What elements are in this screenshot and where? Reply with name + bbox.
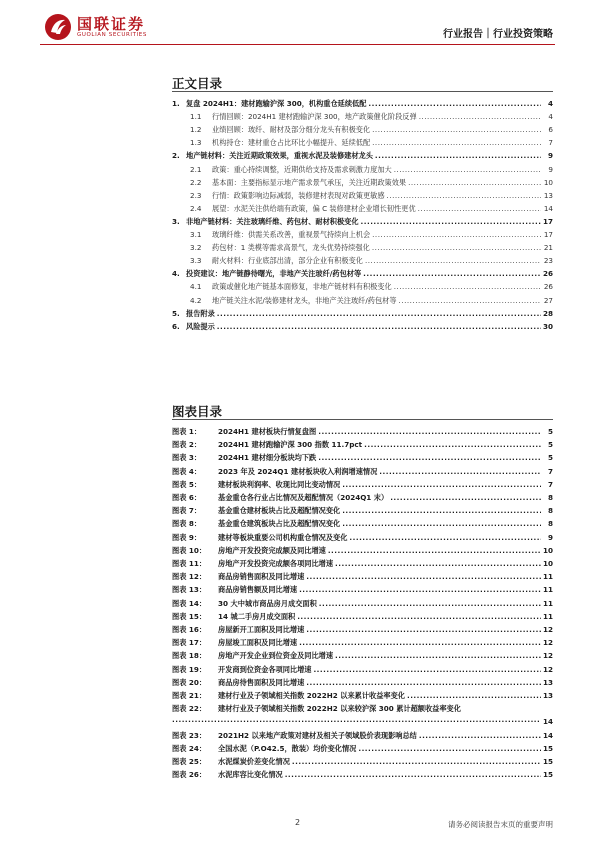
entry-title: 政策：重心持续调整，近期供给支持及需求刺激力度加大	[212, 164, 392, 174]
figure-entry[interactable]	[172, 623, 553, 636]
figure-entry[interactable]	[172, 517, 553, 530]
dot-leader	[328, 544, 541, 557]
dot-leader	[306, 570, 541, 583]
entry-title: 报告附录	[186, 308, 215, 318]
dot-leader	[368, 97, 541, 110]
dot-leader	[297, 610, 541, 623]
dot-leader	[306, 676, 541, 689]
entry-page-number: 11	[542, 611, 553, 621]
entry-number: 1.1	[190, 112, 202, 122]
brand-name-cn: 国联证券	[77, 14, 146, 33]
entry-title: 水泥库容比变化情况	[218, 770, 283, 780]
entry-title: 商品房销售额及同比增速	[218, 585, 298, 595]
entry-title: 玻璃纤维：供需关系改善，重视景气持续向上机会	[212, 230, 371, 239]
toc-subsection-entry[interactable]	[172, 202, 553, 215]
entry-title: 水泥煤炭价差变化情况	[218, 757, 290, 766]
entry-number: 2.	[172, 151, 180, 161]
entry-number: 图表 6：	[172, 493, 202, 502]
entry-page-number: 4	[547, 99, 553, 108]
toc-subsection-entry[interactable]	[172, 189, 553, 202]
figure-entry[interactable]	[172, 768, 553, 781]
entry-number: 4.	[172, 269, 180, 279]
entry-title: 基金重仓建材板块占比及超配情况变化	[218, 506, 341, 516]
entry-title: 房屋竣工面积及同比增速	[218, 638, 298, 648]
toc-section-entry[interactable]	[172, 307, 553, 320]
figure-entry-continuation	[172, 715, 553, 727]
entry-title: 2021H2 以来地产政策对建材及相关子领域股价表现影响总结	[218, 730, 417, 740]
entry-number: 4.2	[190, 295, 202, 305]
entry-number: 2.2	[190, 177, 202, 187]
dot-leader	[342, 504, 541, 517]
entry-number: 图表 23：	[172, 730, 207, 740]
figure-entry[interactable]	[172, 583, 553, 596]
entry-title: 全国水泥（P.O42.5，散装）均价变化情况	[218, 743, 357, 753]
entry-number: 2.4	[190, 203, 202, 213]
dot-leader	[318, 425, 541, 438]
toc-title-rule	[172, 91, 553, 92]
entry-title: 投资建议：地产链静待曙光，非地产关注玻纤/药包材等	[186, 269, 362, 279]
company-logo	[44, 11, 147, 43]
figure-entry[interactable]	[172, 465, 553, 478]
entry-page-number: 17	[543, 230, 553, 239]
entry-page-number: 13	[542, 691, 553, 700]
entry-number: 图表 24：	[172, 743, 207, 753]
dot-leader	[363, 267, 541, 280]
toc-subsection-entry[interactable]	[172, 280, 553, 293]
entry-page-number: 14	[542, 730, 553, 740]
toc-section-entry[interactable]	[172, 215, 553, 228]
toc-subsection-entry[interactable]	[172, 254, 553, 267]
entry-page-number: 9	[547, 151, 553, 161]
dot-leader	[419, 110, 541, 123]
entry-number: 图表 11：	[172, 559, 207, 568]
entry-number: 图表 15：	[172, 611, 207, 621]
entry-page-number: 10	[542, 559, 553, 568]
dot-leader	[285, 768, 541, 781]
toc-subsection-entry[interactable]	[172, 241, 553, 254]
entry-title: 业绩回顾：玻纤、耐材及部分细分龙头有积极变化	[212, 125, 371, 135]
dot-leader	[390, 491, 541, 504]
dot-leader	[372, 123, 541, 136]
entry-page-number: 30	[542, 321, 553, 331]
dot-leader	[394, 163, 541, 176]
entry-number: 图表 26：	[172, 770, 207, 780]
entry-title: 基本面：主要指标显示地产需求景气承压，关注近期政策效果	[212, 177, 407, 187]
entry-title: 建材行业及子领域相关指数 2022H2 以来较沪深 300 累计超额收益率变化	[218, 704, 461, 714]
entry-page-number: 12	[542, 625, 553, 634]
dot-leader	[372, 136, 541, 149]
figures-title-rule	[172, 419, 553, 420]
entry-number: 5.	[172, 308, 180, 318]
entry-number: 图表 10：	[172, 545, 207, 555]
entry-number: 图表 22：	[172, 704, 207, 714]
entry-page-number: 23	[543, 256, 553, 266]
entry-page-number: 10	[543, 177, 553, 187]
entry-title: 机构持仓：建材重仓占比环比小幅提升、延续低配	[212, 138, 371, 148]
dot-leader	[217, 320, 541, 333]
toc-subsection-entry[interactable]	[172, 136, 553, 149]
entry-title: 开发商到位资金各项同比增速	[218, 664, 312, 674]
figure-entry[interactable]	[172, 755, 553, 768]
entry-title: 基金重仓各行业占比情况及超配情况（2024Q1 末）	[218, 493, 389, 502]
entry-page-number: 9	[547, 532, 553, 542]
figure-entry[interactable]	[172, 729, 553, 742]
entry-number: 2.3	[190, 190, 202, 200]
entry-page-number: 10	[542, 545, 553, 555]
entry-number: 图表 17：	[172, 638, 207, 648]
dot-leader	[418, 202, 541, 215]
figure-entry[interactable]	[172, 491, 553, 504]
entry-title: 展望：水泥关注供给端有政策，偏 C 装修建材企业增长韧性更优	[212, 203, 416, 213]
page-number: 2	[294, 818, 301, 827]
entry-title: 建材行业及子领域相关指数 2022H2 以来累计收益率变化	[218, 691, 405, 700]
entry-page-number: 11	[542, 598, 553, 608]
toc-subsection-entry[interactable]	[172, 228, 553, 241]
entry-page-number: 12	[542, 651, 553, 661]
entry-title: 房地产开发企业到位资金及同比增速	[218, 651, 334, 661]
entry-page-number: 12	[542, 638, 553, 648]
figure-entry[interactable]	[172, 702, 553, 715]
entry-number: 1.	[172, 99, 180, 108]
entry-title: 药包材：1 类模等需求高景气，龙头优势持续强化	[212, 243, 370, 253]
figure-entry[interactable]	[172, 676, 553, 689]
dot-leader	[342, 517, 541, 530]
entry-number: 3.	[172, 216, 180, 226]
dot-leader	[335, 649, 541, 662]
toc-section-entry[interactable]	[172, 97, 553, 110]
entry-number: 图表 25：	[172, 757, 207, 766]
entry-number: 图表 18：	[172, 651, 207, 661]
figure-entry[interactable]	[172, 636, 553, 649]
entry-page-number: 14	[542, 716, 553, 726]
entry-title: 商品房销售面积及同比增速	[218, 572, 305, 582]
entry-number: 图表 5：	[172, 479, 202, 489]
entry-number: 1.2	[190, 125, 202, 135]
entry-page-number: 8	[547, 493, 553, 502]
figure-entry[interactable]	[172, 438, 553, 451]
entry-number: 图表 1：	[172, 427, 202, 436]
entry-page-number: 15	[542, 770, 553, 780]
figure-entry[interactable]	[172, 689, 553, 702]
figure-entry[interactable]	[172, 742, 553, 755]
dot-leader	[375, 149, 541, 162]
entry-page-number: 17	[542, 216, 553, 226]
dot-leader	[349, 531, 541, 544]
figure-entry[interactable]	[172, 425, 553, 438]
entry-title: 基金重仓建筑板块占比及超配情况变化	[218, 519, 341, 529]
entry-number: 图表 20：	[172, 677, 207, 687]
entry-title: 2023 年及 2024Q1 建材板块收入利润增速情况	[218, 466, 378, 476]
dot-leader	[172, 715, 541, 727]
figure-entry[interactable]	[172, 610, 553, 623]
entry-title: 风险提示	[186, 321, 215, 331]
figure-entry[interactable]	[172, 531, 553, 544]
entry-title: 复盘 2024H1：建材跑输沪深 300，机构重仓延续低配	[186, 99, 367, 108]
entry-number: 图表 16：	[172, 625, 207, 634]
dot-leader	[342, 478, 541, 491]
entry-title: 非地产链材料：关注玻璃纤维、药包材、耐材积极变化	[186, 216, 359, 226]
entry-number: 图表 4：	[172, 466, 202, 476]
entry-number: 图表 21：	[172, 691, 207, 700]
figure-entry[interactable]	[172, 649, 553, 662]
guolian-logo-icon	[44, 13, 72, 41]
entry-number: 图表 9：	[172, 532, 202, 542]
toc-section-entry[interactable]	[172, 320, 553, 333]
entry-number: 3.2	[190, 243, 202, 253]
figures-title: 图表目录	[172, 404, 223, 419]
entry-page-number: 13	[542, 677, 553, 687]
figure-entry[interactable]	[172, 504, 553, 517]
dot-leader	[299, 583, 541, 596]
toc-section-entry[interactable]	[172, 149, 553, 162]
entry-number: 图表 19：	[172, 664, 207, 674]
entry-page-number: 6	[548, 125, 553, 135]
entry-page-number: 5	[547, 440, 553, 450]
entry-page-number: 7	[547, 466, 553, 476]
dot-leader	[313, 663, 541, 676]
entry-title: 建材等板块重要公司机构重仓情况及变化	[218, 532, 348, 542]
entry-title: 耐火材料：行业底部出清，部分企业有积极变化	[212, 256, 363, 266]
entry-page-number: 26	[543, 282, 553, 292]
dot-leader	[361, 215, 541, 228]
figure-entry[interactable]	[172, 544, 553, 557]
dot-leader	[319, 597, 541, 610]
entry-page-number: 21	[543, 243, 553, 253]
dot-leader	[358, 742, 541, 755]
entry-page-number: 15	[542, 743, 553, 753]
entry-number: 图表 12：	[172, 572, 207, 582]
entry-page-number: 13	[543, 190, 553, 200]
entry-page-number: 8	[547, 506, 553, 516]
entry-number: 图表 2：	[172, 440, 202, 450]
entry-title: 地产链材料：关注近期政策效果，重视水泥及装修建材龙头	[186, 151, 373, 161]
entry-number: 图表 3：	[172, 453, 202, 463]
toc-subsection-entry[interactable]	[172, 176, 553, 189]
dot-leader	[407, 689, 541, 702]
dot-leader	[372, 228, 541, 241]
entry-title: 地产链关注水泥/装修建材龙头，非地产关注玻纤/药包材等	[212, 295, 397, 305]
header-divider	[40, 44, 555, 45]
disclaimer-note: 请务必阅读报告末页的重要声明	[448, 820, 553, 829]
dot-leader	[364, 438, 541, 451]
entry-page-number: 15	[542, 757, 553, 766]
dot-leader	[379, 465, 541, 478]
dot-leader	[318, 451, 541, 464]
entry-number: 1.3	[190, 138, 202, 148]
entry-page-number: 4	[548, 112, 553, 122]
entry-page-number: 7	[547, 479, 553, 489]
figure-entry[interactable]	[172, 597, 553, 610]
toc-subsection-entry[interactable]	[172, 294, 553, 307]
entry-page-number: 12	[542, 664, 553, 674]
dot-leader	[399, 294, 541, 307]
dot-leader	[335, 557, 541, 570]
entry-number: 3.1	[190, 230, 202, 239]
toc-section-entry[interactable]	[172, 267, 553, 280]
entry-title: 30 大中城市商品房月成交面积	[218, 598, 317, 608]
entry-number: 图表 7：	[172, 506, 202, 516]
entry-page-number: 11	[542, 585, 553, 595]
dot-leader	[299, 636, 541, 649]
entry-page-number: 26	[542, 269, 553, 279]
dot-leader	[372, 241, 541, 254]
brand-name-en: GUOLIAN SECURITIES	[77, 31, 147, 38]
figure-entry[interactable]	[172, 570, 553, 583]
entry-page-number: 7	[548, 138, 553, 148]
entry-title: 建材板块利润率、收现比同比变动情况	[218, 479, 341, 489]
dot-leader	[419, 729, 541, 742]
entry-page-number: 11	[542, 572, 553, 582]
figure-entry[interactable]	[172, 663, 553, 676]
entry-title: 房屋新开工面积及同比增速	[218, 625, 305, 634]
toc-title: 正文目录	[172, 76, 223, 91]
entry-number: 图表 8：	[172, 519, 202, 529]
entry-title: 2024H1 建材板块行情复盘图	[218, 427, 317, 436]
entry-number: 图表 13：	[172, 585, 207, 595]
entry-title: 房地产开发投资完成额各项同比增速	[218, 559, 334, 568]
dot-leader	[387, 189, 541, 202]
entry-page-number: 14	[543, 203, 553, 213]
entry-title: 商品房待售面积及同比增速	[218, 677, 305, 687]
entry-title: 行情：政策影响边际减弱，装修建材表现对政策更敏感	[212, 190, 385, 200]
entry-title: 14 城二手房月成交面积	[218, 611, 296, 621]
entry-page-number: 27	[543, 295, 553, 305]
entry-number: 3.3	[190, 256, 202, 266]
entry-page-number: 5	[547, 453, 553, 463]
figure-entry[interactable]	[172, 478, 553, 491]
entry-number: 6.	[172, 321, 180, 331]
entry-title: 房地产开发投资完成额及同比增速	[218, 545, 326, 555]
entry-number: 2.1	[190, 164, 202, 174]
dot-leader	[408, 176, 541, 189]
entry-title: 2024H1 建材细分板块均下跌	[218, 453, 317, 463]
entry-number: 4.1	[190, 282, 202, 292]
dot-leader	[217, 307, 541, 320]
figure-entry[interactable]	[172, 451, 553, 464]
dot-leader	[394, 280, 541, 293]
entry-title: 政策或催化地产链基本面修复，非地产链材料有积极变化	[212, 282, 392, 292]
toc-subsection-entry[interactable]	[172, 110, 553, 123]
figure-entry[interactable]	[172, 557, 553, 570]
report-category: 行业报告｜行业投资策略	[443, 29, 553, 40]
toc-subsection-entry[interactable]	[172, 163, 553, 176]
entry-page-number: 8	[547, 519, 553, 529]
entry-page-number: 5	[547, 427, 553, 436]
entry-page-number: 28	[542, 308, 553, 318]
entry-page-number: 9	[548, 164, 553, 174]
dot-leader	[292, 755, 541, 768]
dot-leader	[306, 623, 541, 636]
toc-subsection-entry[interactable]	[172, 123, 553, 136]
dot-leader	[365, 254, 541, 267]
entry-number: 图表 14：	[172, 598, 207, 608]
entry-title: 2024H1 建材跑输沪深 300 指数 11.7pct	[218, 440, 363, 450]
entry-title: 行情回顾：2024H1 建材跑输沪深 300，地产政策催化阶段反弹	[212, 112, 417, 122]
